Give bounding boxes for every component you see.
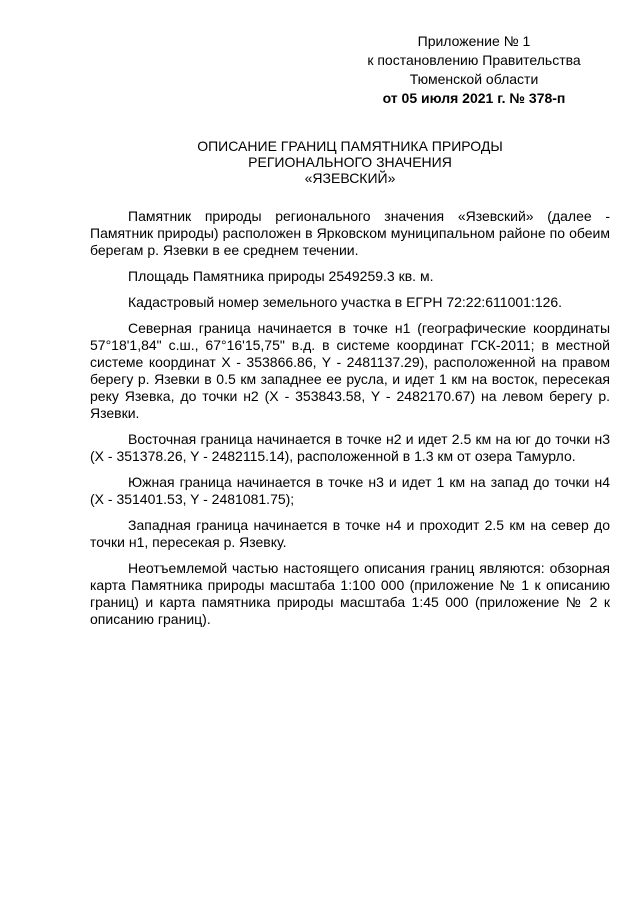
document-body (90, 208, 610, 637)
paragraph-south-boundary: Южная граница начинается в точке н3 и идет 1 км на запад до точки н4 (X - 351401.53, Y - 2481081.75); (90, 474, 610, 507)
paragraph-north-boundary: Северная граница начинается в точке н1 (географические координаты 57°18'1,84" с.ш., 67°16'15,75" в.д. в системе координат ГСК-2011; в местной системе координат X - 353866.86, Y - 2481137.29), расположенной на правом берегу р. Язевки в 0.5 км западнее ее русла, и идет 1 км на восток, пересекая реку Язевка, до точки н2 (X - 353843.58, Y - 2482170.67) на левом берегу р. Язевки. (90, 320, 610, 421)
resolution-date-number: от 05 июля 2021 г. № 378-п (382, 90, 566, 106)
document-title (90, 138, 610, 186)
paragraph-maps: Неотъемлемой частью настоящего описания границ являются: обзорная карта Памятника природы масштаба 1:100 000 (приложение № 1 к описанию границ) и карта памятника природы масштаба 1:45 000 (приложение № 2 к описанию границ). (90, 560, 610, 627)
paragraph-east-boundary: Восточная граница начинается в точке н2 и идет 2.5 км на юг до точки н3 (X - 351378.26, Y - 2482115.14), расположенной в 1.3 км от озера Тамурло. (90, 431, 610, 464)
title-line-2: РЕГИОНАЛЬНОГО ЗНАЧЕНИЯ (248, 154, 452, 170)
appendix-number: Приложение № 1 (417, 33, 531, 49)
paragraph-cadastral: Кадастровый номер земельного участка в ЕГРН 72:22:611001:126. (128, 294, 563, 310)
resolution-reference: к постановлению Правительства (367, 52, 581, 68)
appendix-header (350, 32, 598, 108)
title-line-3: «ЯЗЕВСКИЙ» (304, 170, 396, 186)
paragraph-area: Площадь Памятника природы 2549259.3 кв. м. (128, 268, 434, 284)
title-line-1: ОПИСАНИЕ ГРАНИЦ ПАМЯТНИКА ПРИРОДЫ (197, 138, 503, 154)
paragraph-intro: Памятник природы регионального значения «Язевский» (далее - Памятник природы) расположен в Ярковском муниципальном районе по обеим берегам р. Язевки в ее среднем течении. (90, 208, 610, 258)
paragraph-west-boundary: Западная граница начинается в точке н4 и проходит 2.5 км на север до точки н1, пересекая р. Язевку. (90, 517, 610, 550)
region-name: Тюменской области (409, 71, 539, 87)
